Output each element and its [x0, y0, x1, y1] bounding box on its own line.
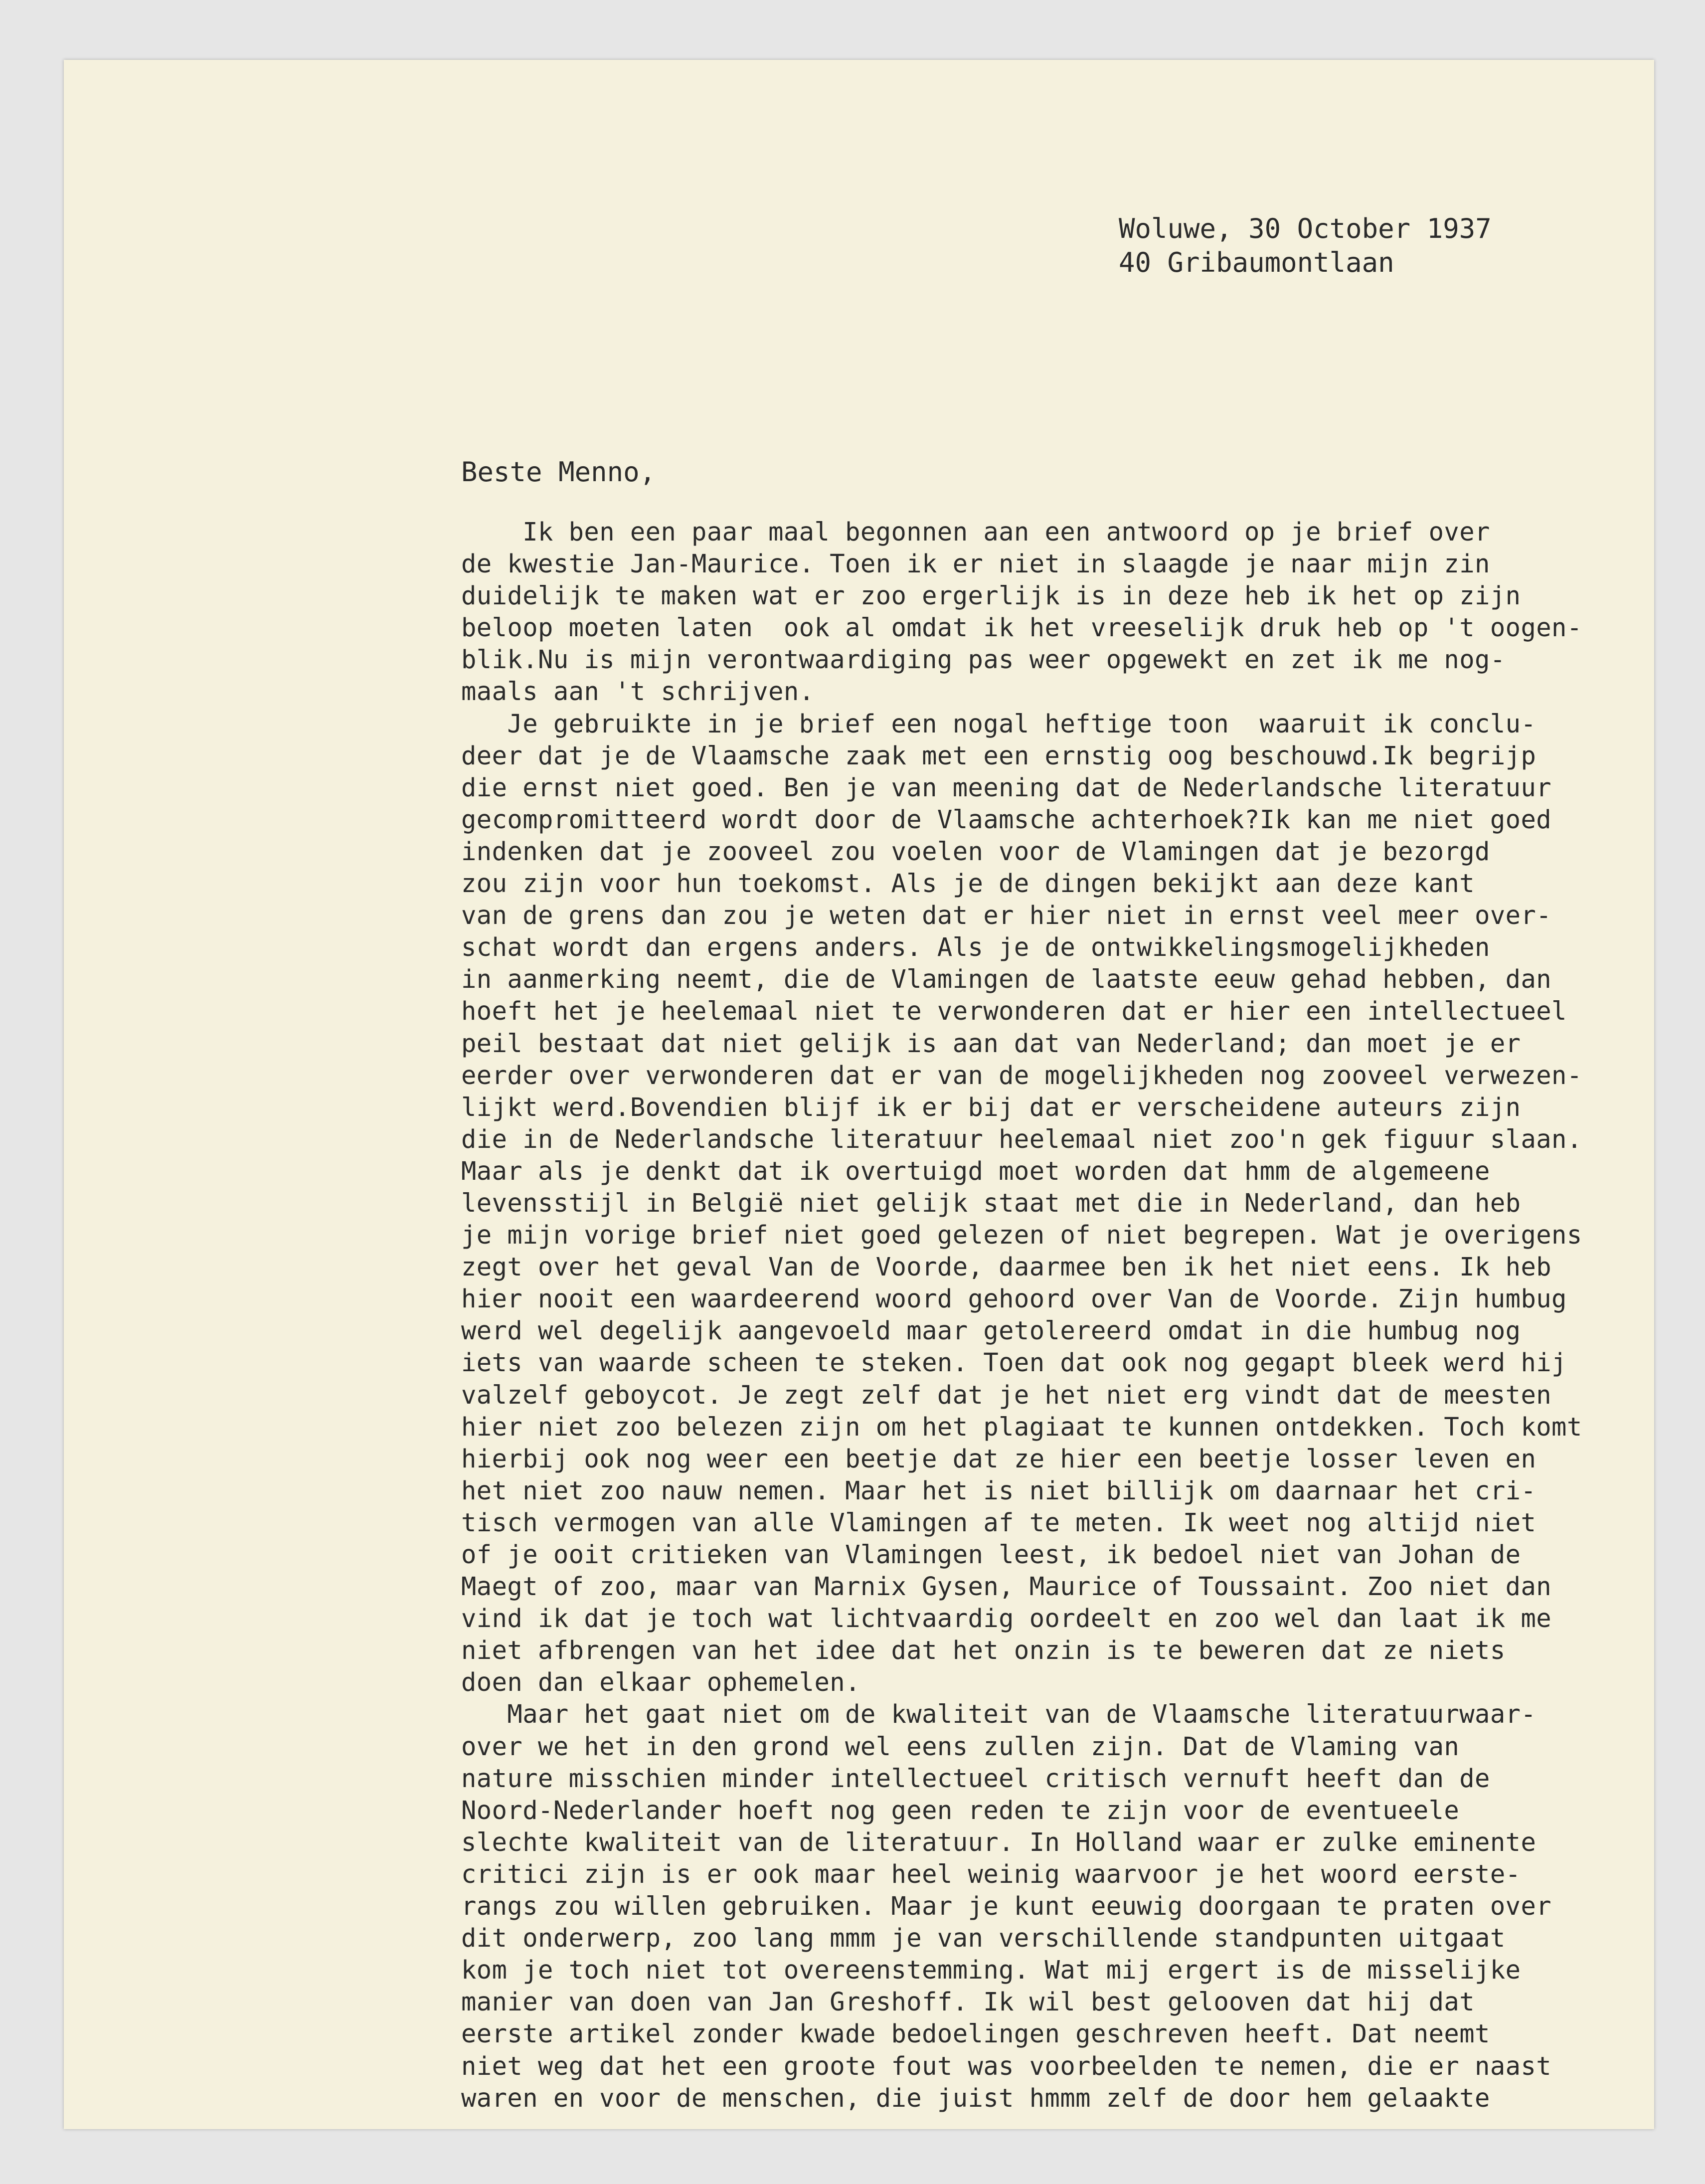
text-line: in aanmerking neemt, die de Vlamingen de laatste eeuw gehad hebben, dan [461, 964, 1552, 994]
letter-page [64, 60, 1654, 2129]
text-line: waren en voor de menschen, die juist hmmm zelf de door hem gelaakte [461, 2083, 1490, 2113]
text-line: hierbij ook nog weer een beetje dat ze hier een beetje losser leven en [461, 1444, 1536, 1473]
text-line: van de grens dan zou je weten dat er hier niet in ernst veel meer over- [461, 901, 1552, 930]
text-line: nature misschien minder intellectueel critisch vernuft heeft dan de [461, 1763, 1490, 1793]
text-line: die ernst niet goed. Ben je van meening dat de Nederlandsche literatuur [461, 772, 1552, 802]
text-line: gecompromitteerd wordt door de Vlaamsche achterhoek?Ik kan me niet goed [461, 804, 1552, 834]
text-line: die in de Nederlandsche literatuur heelemaal niet zoo'n gek figuur slaan. [461, 1124, 1582, 1154]
text-line: Je gebruikte in je brief een nogal heftige toon waaruit ik conclu- [461, 709, 1536, 738]
text-line: doen dan elkaar ophemelen. [461, 1667, 860, 1697]
text-line: hoeft het je heelemaal niet te verwonderen dat er hier een intellectueel [461, 996, 1567, 1026]
text-line: Noord-Nederlander hoeft nog geen reden te zijn voor de eventueele [461, 1795, 1460, 1825]
text-line: peil bestaat dat niet gelijk is aan dat van Nederland; dan moet je er [461, 1028, 1521, 1058]
text-line: valzelf geboycot. Je zegt zelf dat je het niet erg vindt dat de meesten [461, 1380, 1552, 1410]
text-line: hier niet zoo belezen zijn om het plagiaat te kunnen ontdekken. Toch komt [461, 1412, 1582, 1442]
sender-address: 40 Gribaumontlaan [1119, 247, 1394, 278]
text-line: niet weg dat het een groote fout was voorbeelden te nemen, die er naast [461, 2051, 1552, 2081]
text-line: Ik ben een paar maal begonnen aan een antwoord op je brief over [461, 517, 1490, 546]
text-line: zegt over het geval Van de Voorde, daarmee ben ik het niet eens. Ik heb [461, 1252, 1552, 1282]
letter-body [461, 516, 1582, 2114]
text-line: deer dat je de Vlaamsche zaak met een ernstig oog beschouwd.Ik begrijp [461, 740, 1536, 770]
text-line: hier nooit een waardeerend woord gehoord over Van de Voorde. Zijn humbug [461, 1284, 1567, 1314]
text-line: eerder over verwonderen dat er van de mogelijkheden nog zooveel verwezen- [461, 1060, 1582, 1090]
text-line: manier van doen van Jan Greshoff. Ik wil best gelooven dat hij dat [461, 1987, 1475, 2017]
text-line: niet afbrengen van het idee dat het onzin is te beweren dat ze niets [461, 1636, 1506, 1665]
text-line: rangs zou willen gebruiken. Maar je kunt eeuwig doorgaan te praten over [461, 1891, 1552, 1921]
text-line: tisch vermogen van alle Vlamingen af te meten. Ik weet nog altijd niet [461, 1507, 1536, 1537]
letter-header [1119, 212, 1492, 280]
place-date: Woluwe, 30 October 1937 [1119, 213, 1492, 244]
text-line: maals aan 't schrijven. [461, 677, 815, 707]
text-line: dit onderwerp, zoo lang mmm je van verschillende standpunten uitgaat [461, 1923, 1506, 1953]
text-line: levensstijl in België niet gelijk staat met die in Nederland, dan heb [461, 1188, 1521, 1218]
text-line: duidelijk te maken wat er zoo ergerlijk is in deze heb ik het op zijn [461, 581, 1521, 611]
text-line: critici zijn is er ook maar heel weinig waarvoor je het woord eerste- [461, 1859, 1521, 1889]
text-line: iets van waarde scheen te steken. Toen dat ook nog gegapt bleek werd hij [461, 1348, 1567, 1378]
text-line: of je ooit critieken van Vlamingen leest, ik bedoel niet van Johan de [461, 1540, 1521, 1569]
text-line: schat wordt dan ergens anders. Als je de ontwikkelingsmogelijkheden [461, 932, 1490, 962]
text-line: blik.Nu is mijn verontwaardiging pas weer opgewekt en zet ik me nog- [461, 645, 1506, 675]
text-line: eerste artikel zonder kwade bedoelingen geschreven heeft. Dat neemt [461, 2019, 1490, 2049]
text-line: beloop moeten laten ook al omdat ik het vreeselijk druk heb op 't oogen- [461, 613, 1582, 643]
text-line: kom je toch niet tot overeenstemming. Wat mij ergert is de misselijke [461, 1955, 1521, 1985]
text-line: over we het in den grond wel eens zullen zijn. Dat de Vlaming van [461, 1731, 1460, 1761]
salutation: Beste Menno, [461, 456, 656, 488]
text-line: Maegt of zoo, maar van Marnix Gysen, Maurice of Toussaint. Zoo niet dan [461, 1572, 1552, 1602]
text-line: Maar het gaat niet om de kwaliteit van de Vlaamsche literatuurwaar- [461, 1699, 1536, 1729]
text-line: Maar als je denkt dat ik overtuigd moet worden dat hmm de algemeene [461, 1156, 1490, 1186]
text-line: vind ik dat je toch wat lichtvaardig oordeelt en zoo wel dan laat ik me [461, 1604, 1552, 1634]
text-line: werd wel degelijk aangevoeld maar getolereerd omdat in die humbug nog [461, 1316, 1521, 1346]
text-line: slechte kwaliteit van de literatuur. In Holland waar er zulke eminente [461, 1827, 1536, 1857]
text-line: lijkt werd.Bovendien blijf ik er bij dat er verscheidene auteurs zijn [461, 1092, 1521, 1122]
text-line: het niet zoo nauw nemen. Maar het is niet billijk om daarnaar het cri- [461, 1475, 1536, 1505]
text-line: zou zijn voor hun toekomst. Als je de dingen bekijkt aan deze kant [461, 869, 1475, 899]
text-line: de kwestie Jan-Maurice. Toen ik er niet in slaagde je naar mijn zin [461, 549, 1490, 579]
text-line: indenken dat je zooveel zou voelen voor de Vlamingen dat je bezorgd [461, 836, 1490, 866]
text-line: je mijn vorige brief niet goed gelezen of niet begrepen. Wat je overigens [461, 1220, 1582, 1250]
